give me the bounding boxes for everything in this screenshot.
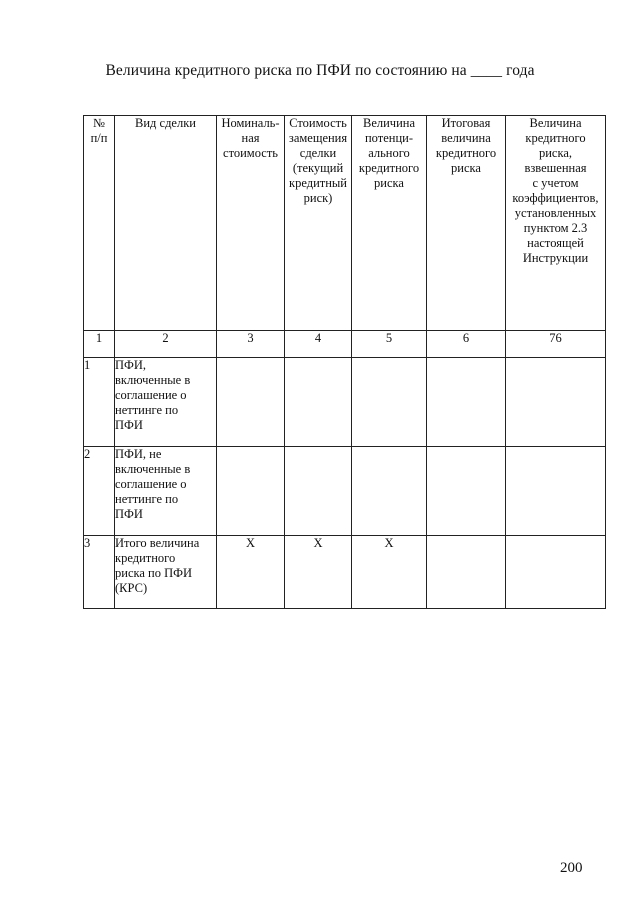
table-cell — [427, 536, 506, 609]
table-row — [84, 358, 606, 447]
table-row — [84, 536, 606, 609]
document-title: Величина кредитного риска по ПФИ по состоянию на ____ года — [105, 62, 535, 79]
row-index: 1 — [84, 358, 115, 447]
page-number: 200 — [560, 860, 583, 876]
table-cell — [506, 536, 606, 609]
table-cell — [285, 447, 352, 536]
table-cell — [427, 447, 506, 536]
column-number: 5 — [352, 331, 427, 358]
header-row — [84, 116, 606, 331]
table-cell — [352, 358, 427, 447]
table-cell: X — [217, 536, 285, 609]
column-number: 2 — [115, 331, 217, 358]
credit-risk-table — [83, 115, 606, 609]
column-number: 6 — [427, 331, 506, 358]
header-cell-nominal-value: Номиналь- ная стоимость — [217, 116, 285, 331]
table-cell — [352, 447, 427, 536]
row-label: ПФИ, не включенные в соглашение о неттинге по ПФИ — [115, 447, 217, 536]
column-number: 3 — [217, 331, 285, 358]
table-cell — [427, 358, 506, 447]
header-cell-potential-risk: Величина потенци- ального кредитного риска — [352, 116, 427, 331]
table-cell — [217, 447, 285, 536]
row-index: 2 — [84, 447, 115, 536]
table-cell: X — [352, 536, 427, 609]
column-number-row — [84, 331, 606, 358]
header-cell-deal-type: Вид сделки — [115, 116, 217, 331]
header-cell-number: № п/п — [84, 116, 115, 331]
row-label: ПФИ, включенные в соглашение о неттинге по ПФИ — [115, 358, 217, 447]
table-cell — [285, 358, 352, 447]
column-number: 4 — [285, 331, 352, 358]
row-label: Итого величина кредитного риска по ПФИ (КРС) — [115, 536, 217, 609]
header-cell-replacement-cost: Стоимость замещения сделки (текущий кредитный риск) — [285, 116, 352, 331]
table-cell: X — [285, 536, 352, 609]
column-number: 76 — [506, 331, 606, 358]
table-row — [84, 447, 606, 536]
column-number: 1 — [84, 331, 115, 358]
table-cell — [506, 358, 606, 447]
row-index: 3 — [84, 536, 115, 609]
header-cell-total-risk: Итоговая величина кредитного риска — [427, 116, 506, 331]
header-cell-weighted-risk: Величина кредитного риска, взвешенная с учетом коэффициентов, установленных пунктом 2.3 настоящей Инструкции — [506, 116, 606, 331]
table-cell — [217, 358, 285, 447]
table-cell — [506, 447, 606, 536]
